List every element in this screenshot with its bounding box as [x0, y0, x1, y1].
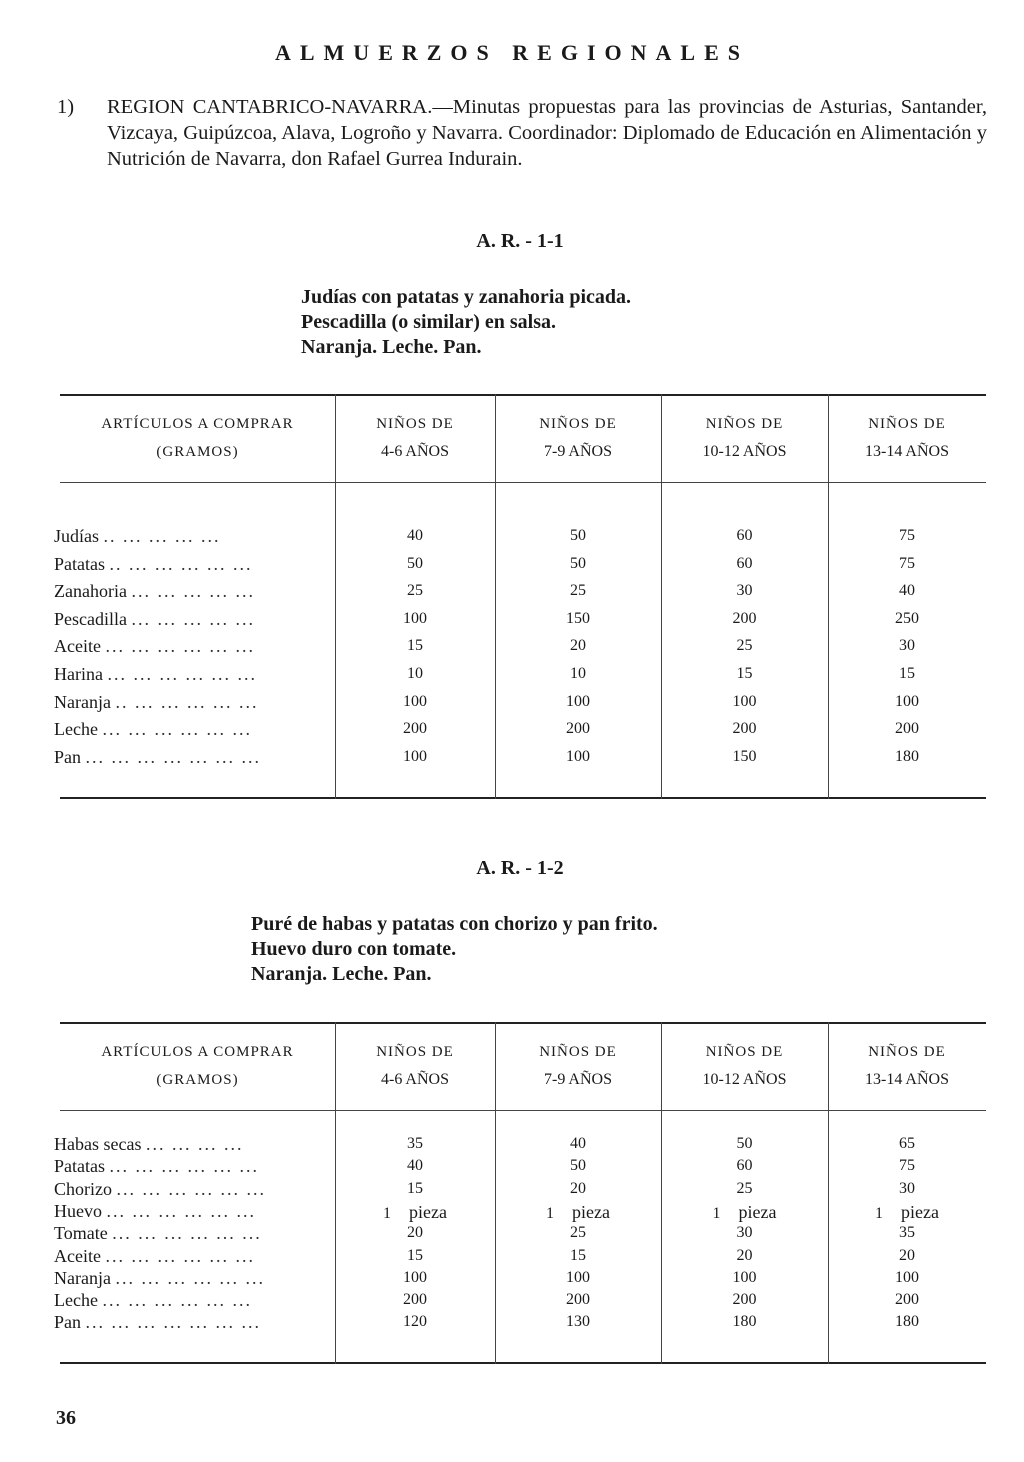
- header-articulos-label: ARTÍCULOS A COMPRAR: [101, 1044, 294, 1060]
- quantity-value: 120: [403, 1313, 427, 1331]
- quantity-cell: [661, 665, 828, 683]
- quantity-cell: [661, 720, 828, 738]
- menu-dishes: [301, 285, 631, 360]
- leader-dots: .. ... ... ... ...: [103, 526, 221, 546]
- quantity-cell: [661, 637, 828, 655]
- quantities-table: [54, 1022, 986, 1364]
- quantity-value: 200: [566, 1291, 590, 1309]
- leader-dots: .. ... ... ... ... ...: [109, 553, 253, 574]
- header-units-label: (GRAMOS): [156, 1072, 239, 1088]
- quantity-cell: [828, 1313, 986, 1331]
- quantity-value: 200: [895, 720, 919, 738]
- quantity-cell: [335, 1291, 495, 1309]
- quantity-cell: [828, 582, 986, 600]
- table-header-rule: [60, 482, 986, 483]
- quantity-cell: [335, 1247, 495, 1265]
- quantity-cell: [335, 1202, 495, 1223]
- quantity-cell: [335, 1224, 495, 1242]
- quantity-cell: [495, 720, 661, 738]
- quantity-value: 40: [899, 582, 915, 600]
- quantity-value: 180: [895, 747, 919, 765]
- quantity-cell: [495, 1135, 661, 1153]
- quantity-value: 25: [736, 1179, 753, 1197]
- quantity-unit: pieza: [409, 1201, 447, 1222]
- quantity-cell: [335, 582, 495, 600]
- quantity-cell: [661, 748, 828, 766]
- item-name: Leche: [54, 719, 98, 740]
- quantity-value: 30: [736, 582, 753, 600]
- item-name: Pescadilla: [54, 608, 127, 629]
- quantity-value: 60: [736, 1157, 753, 1175]
- quantity-cell: [495, 637, 661, 655]
- quantity-value: 100: [403, 747, 427, 765]
- header-age-range: 4-6 AÑOS: [380, 1071, 449, 1088]
- quantity-value: 1: [383, 1204, 392, 1222]
- leader-dots: .. ... ... ... ... ...: [115, 691, 259, 712]
- item-label: [54, 719, 252, 740]
- header-ninos-label: NIÑOS DE: [539, 416, 617, 432]
- item-name: Naranja: [54, 691, 111, 712]
- quantity-cell: [828, 748, 986, 766]
- quantity-value: 15: [407, 637, 423, 655]
- item-label: [54, 1312, 261, 1333]
- item-name: Patatas: [54, 553, 105, 574]
- quantity-value: 35: [899, 1224, 915, 1242]
- header-age-range: 7-9 AÑOS: [543, 1071, 612, 1088]
- quantity-value: 1: [875, 1204, 884, 1222]
- quantity-cell: [335, 1313, 495, 1331]
- quantity-cell: [335, 610, 495, 628]
- item-label: [54, 1268, 265, 1289]
- quantity-cell: [495, 555, 661, 573]
- table-top-rule: [60, 394, 986, 396]
- table-bottom-rule: [60, 797, 986, 799]
- header-age-column: [828, 410, 986, 466]
- item-name: Harina: [54, 664, 103, 684]
- header-age-range: 7-9 AÑOS: [543, 443, 612, 460]
- quantity-cell: [335, 665, 495, 683]
- dish-line: Naranja. Leche. Pan.: [251, 963, 432, 985]
- quantity-value: 100: [895, 1268, 919, 1286]
- intro-text: REGION CANTABRICO-NAVARRA.—Minutas propuestas para las provincias de Asturias, Santander, Vizcaya, Guipúzcoa, Alava, Logroño y Navarra. Coordinador: Diplomado de Educación en Alimentación y Nutrición de Navarra, don Rafael Gurrea Indurain.: [107, 96, 987, 170]
- quantity-value: 100: [895, 692, 919, 710]
- quantity-cell: [495, 1202, 661, 1223]
- header-ninos-label: NIÑOS DE: [376, 416, 454, 432]
- quantity-cell: [495, 1313, 661, 1331]
- quantity-cell: [828, 637, 986, 655]
- quantity-cell: [661, 1269, 828, 1287]
- header-ninos-label: NIÑOS DE: [376, 1044, 454, 1060]
- quantity-cell: [335, 1157, 495, 1175]
- header-age-range: 10-12 AÑOS: [702, 443, 787, 460]
- item-label: [54, 1156, 259, 1177]
- quantity-value: 25: [407, 582, 423, 600]
- header-units-label: (GRAMOS): [156, 444, 239, 460]
- quantity-value: 200: [403, 720, 427, 738]
- item-label: [54, 1201, 256, 1222]
- header-age-column: [661, 410, 828, 466]
- quantity-value: 15: [736, 665, 753, 682]
- table-bottom-rule: [60, 1362, 986, 1364]
- quantity-cell: [661, 610, 828, 628]
- quantity-cell: [661, 1180, 828, 1198]
- quantity-cell: [828, 693, 986, 711]
- quantity-cell: [335, 720, 495, 738]
- quantity-cell: [661, 1224, 828, 1242]
- leader-dots: ... ... ... ... ... ...: [105, 636, 255, 657]
- page-title: ALMUERZOS REGIONALES: [274, 40, 749, 65]
- item-name: Patatas: [54, 1156, 105, 1177]
- quantity-cell: [661, 693, 828, 711]
- leader-dots: ... ... ... ... ... ...: [109, 1156, 259, 1177]
- item-name: Pan: [54, 1312, 81, 1333]
- quantity-cell: [661, 555, 828, 573]
- quantity-value: 200: [732, 720, 757, 738]
- item-label: [54, 1246, 255, 1267]
- item-label: [54, 1179, 266, 1200]
- quantity-value: 20: [570, 637, 586, 655]
- quantity-cell: [495, 1157, 661, 1175]
- quantity-cell: [335, 637, 495, 655]
- quantity-value: 30: [899, 1179, 915, 1197]
- leader-dots: ... ... ... ... ... ...: [102, 1290, 252, 1311]
- header-articulos: [60, 1038, 335, 1094]
- quantity-cell: [335, 693, 495, 711]
- quantity-value: 20: [570, 1179, 586, 1197]
- quantity-value: 200: [566, 720, 590, 738]
- leader-dots: ... ... ... ... ... ...: [115, 1267, 265, 1288]
- quantity-value: 100: [403, 1268, 427, 1286]
- leader-dots: ... ... ... ... ... ...: [112, 1223, 262, 1244]
- quantity-value: 200: [732, 1291, 757, 1309]
- item-label: [54, 1223, 262, 1244]
- header-age-column: [335, 1038, 495, 1094]
- header-age-range: 4-6 AÑOS: [380, 443, 449, 460]
- item-label: [54, 747, 261, 768]
- quantity-cell: [495, 1291, 661, 1309]
- item-label: [54, 526, 221, 547]
- quantity-cell: [335, 555, 495, 573]
- quantity-value: 100: [403, 609, 427, 627]
- item-name: Pan: [54, 746, 81, 767]
- quantity-cell: [661, 1135, 828, 1153]
- quantity-cell: [495, 582, 661, 600]
- item-label: [54, 1290, 252, 1311]
- header-age-column: [335, 410, 495, 466]
- item-name: Tomate: [54, 1223, 108, 1244]
- quantity-cell: [495, 665, 661, 683]
- leader-dots: ... ... ... ... ... ...: [102, 719, 252, 740]
- quantity-value: 50: [407, 554, 423, 572]
- quantity-cell: [828, 555, 986, 573]
- quantity-value: 150: [566, 609, 590, 627]
- quantity-cell: [828, 1247, 986, 1265]
- leader-dots: ... ... ... ... ...: [131, 608, 255, 629]
- header-age-column: [661, 1038, 828, 1094]
- quantity-cell: [828, 665, 986, 683]
- quantity-cell: [495, 1247, 661, 1265]
- quantity-cell: [828, 1157, 986, 1175]
- item-label: [54, 554, 253, 575]
- dish-line: Puré de habas y patatas con chorizo y pan frito.: [251, 913, 658, 935]
- quantity-cell: [495, 610, 661, 628]
- quantity-cell: [495, 1269, 661, 1287]
- quantity-value: 10: [570, 665, 586, 682]
- header-articulos: [60, 410, 335, 466]
- quantity-value: 40: [407, 527, 423, 544]
- quantity-value: 100: [403, 692, 427, 710]
- quantity-value: 100: [566, 1268, 590, 1286]
- quantity-value: 65: [899, 1135, 915, 1152]
- quantity-value: 100: [732, 1268, 757, 1286]
- quantity-value: 15: [407, 1246, 423, 1264]
- quantity-cell: [335, 1269, 495, 1287]
- quantity-cell: [828, 1180, 986, 1198]
- leader-dots: ... ... ... ...: [145, 1134, 244, 1154]
- quantity-cell: [495, 748, 661, 766]
- item-name: Huevo: [54, 1200, 102, 1221]
- item-name: Zanahoria: [54, 581, 127, 602]
- item-name: Aceite: [54, 1245, 101, 1266]
- item-name: Aceite: [54, 636, 101, 657]
- header-age-range: 13-14 AÑOS: [864, 443, 949, 460]
- quantity-cell: [495, 1224, 661, 1242]
- quantity-unit: pieza: [572, 1201, 610, 1222]
- leader-dots: ... ... ... ... ... ...: [106, 1200, 256, 1221]
- quantity-cell: [661, 1247, 828, 1265]
- section-number: 1): [57, 96, 75, 118]
- table-header-rule: [60, 1110, 986, 1111]
- table-top-rule: [60, 1022, 986, 1024]
- quantity-cell: [495, 1180, 661, 1198]
- quantity-value: 25: [570, 1224, 586, 1242]
- quantity-value: 50: [570, 554, 586, 572]
- quantity-unit: pieza: [738, 1201, 777, 1222]
- quantity-value: 30: [899, 637, 915, 655]
- quantity-value: 50: [570, 527, 586, 544]
- dish-line: Huevo duro con tomate.: [251, 938, 457, 960]
- item-name: Judías: [54, 526, 99, 546]
- quantity-cell: [828, 1224, 986, 1242]
- quantity-cell: [661, 527, 828, 545]
- item-name: Chorizo: [54, 1178, 112, 1199]
- quantity-value: 180: [732, 1313, 757, 1331]
- item-name: Habas secas: [54, 1134, 142, 1154]
- quantity-value: 150: [732, 747, 757, 765]
- quantity-cell: [661, 582, 828, 600]
- quantity-cell: [828, 720, 986, 738]
- quantity-value: 200: [895, 1291, 919, 1309]
- leader-dots: ... ... ... ... ... ... ...: [85, 1312, 261, 1333]
- quantity-cell: [335, 1180, 495, 1198]
- quantity-value: 1: [546, 1204, 555, 1222]
- leader-dots: ... ... ... ... ... ...: [116, 1178, 266, 1199]
- quantity-value: 75: [899, 527, 915, 544]
- leader-dots: ... ... ... ... ... ...: [107, 664, 257, 684]
- quantity-value: 15: [899, 665, 915, 682]
- leader-dots: ... ... ... ... ... ... ...: [85, 746, 261, 767]
- quantity-value: 35: [407, 1135, 423, 1152]
- header-age-column: [495, 1038, 661, 1094]
- quantity-cell: [828, 610, 986, 628]
- quantity-value: 25: [736, 637, 753, 655]
- quantity-cell: [495, 527, 661, 545]
- quantity-value: 250: [895, 609, 919, 627]
- quantity-value: 100: [566, 747, 590, 765]
- header-ninos-label: NIÑOS DE: [868, 416, 946, 432]
- intro-paragraph: [57, 94, 987, 172]
- header-age-column: [828, 1038, 986, 1094]
- item-label: [54, 636, 255, 657]
- quantity-value: 10: [407, 665, 423, 682]
- item-label: [54, 1134, 243, 1155]
- header-ninos-label: NIÑOS DE: [705, 1044, 784, 1060]
- quantity-value: 75: [899, 554, 915, 572]
- quantity-value: 100: [732, 692, 757, 710]
- quantity-cell: [828, 527, 986, 545]
- quantity-cell: [495, 693, 661, 711]
- item-label: [54, 692, 258, 713]
- quantity-value: 100: [566, 692, 590, 710]
- header-ninos-label: NIÑOS DE: [868, 1044, 946, 1060]
- item-name: Leche: [54, 1290, 98, 1311]
- header-age-range: 13-14 AÑOS: [864, 1071, 949, 1088]
- menu-code: A. R. - 1-2: [476, 857, 564, 879]
- quantity-value: 130: [566, 1313, 590, 1331]
- quantity-value: 75: [899, 1157, 915, 1175]
- quantity-value: 15: [407, 1179, 423, 1197]
- quantity-cell: [828, 1269, 986, 1287]
- quantity-value: 20: [407, 1224, 423, 1242]
- quantity-unit: pieza: [901, 1201, 939, 1222]
- quantity-cell: [828, 1291, 986, 1309]
- item-label: [54, 664, 257, 685]
- quantity-value: 1: [712, 1204, 721, 1222]
- item-label: [54, 581, 255, 602]
- dish-line: Naranja. Leche. Pan.: [301, 336, 482, 358]
- quantity-cell: [335, 527, 495, 545]
- menu-dishes: [251, 912, 658, 987]
- quantity-value: 200: [403, 1291, 427, 1309]
- item-name: Naranja: [54, 1267, 111, 1288]
- header-articulos-label: ARTÍCULOS A COMPRAR: [101, 416, 294, 432]
- quantity-value: 200: [732, 609, 757, 627]
- leader-dots: ... ... ... ... ...: [131, 581, 255, 602]
- quantity-value: 20: [736, 1246, 753, 1264]
- quantity-value: 40: [407, 1157, 423, 1175]
- menu-code: A. R. - 1-1: [476, 230, 564, 252]
- leader-dots: ... ... ... ... ... ...: [105, 1245, 255, 1266]
- quantity-value: 15: [570, 1246, 586, 1264]
- item-label: [54, 609, 255, 630]
- quantities-table: [54, 394, 986, 799]
- quantity-cell: [661, 1157, 828, 1175]
- header-ninos-label: NIÑOS DE: [705, 416, 784, 432]
- page-number: 36: [56, 1407, 76, 1429]
- dish-line: Pescadilla (o similar) en salsa.: [301, 311, 556, 333]
- quantity-value: 25: [570, 582, 586, 600]
- quantity-cell: [335, 1135, 495, 1153]
- quantity-cell: [661, 1313, 828, 1331]
- quantity-value: 20: [899, 1246, 915, 1264]
- quantity-value: 50: [736, 1135, 753, 1152]
- header-ninos-label: NIÑOS DE: [539, 1044, 617, 1060]
- quantity-value: 60: [736, 527, 753, 544]
- quantity-value: 50: [570, 1157, 586, 1175]
- quantity-cell: [661, 1291, 828, 1309]
- quantity-cell: [828, 1135, 986, 1153]
- header-age-range: 10-12 AÑOS: [702, 1071, 787, 1088]
- quantity-cell: [335, 748, 495, 766]
- quantity-value: 40: [570, 1135, 586, 1152]
- quantity-value: 60: [736, 554, 753, 572]
- quantity-value: 30: [736, 1224, 753, 1242]
- quantity-cell: [661, 1202, 828, 1223]
- header-age-column: [495, 410, 661, 466]
- quantity-cell: [828, 1202, 986, 1223]
- dish-line: Judías con patatas y zanahoria picada.: [301, 286, 632, 308]
- quantity-value: 180: [895, 1313, 919, 1331]
